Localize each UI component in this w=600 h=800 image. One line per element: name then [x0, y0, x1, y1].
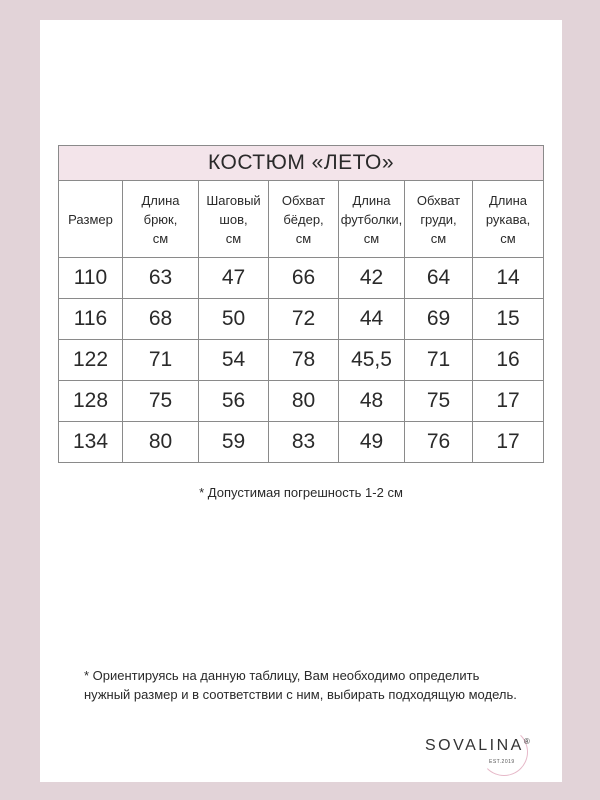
size-cell: 116	[59, 299, 123, 340]
column-header-line: Обхват	[416, 192, 461, 208]
column-header-line: см	[152, 230, 169, 246]
measurement-cell: 83	[269, 422, 339, 463]
measurement-cell: 75	[405, 381, 473, 422]
measurement-cell: 76	[405, 422, 473, 463]
logo-registered-mark: ®	[523, 737, 530, 746]
measurement-cell: 47	[199, 258, 269, 299]
column-header	[405, 181, 473, 258]
measurement-cell: 72	[269, 299, 339, 340]
size-table	[58, 145, 544, 463]
table-row	[59, 340, 544, 381]
column-header-line: шов,	[219, 211, 248, 227]
measurement-cell: 48	[339, 381, 405, 422]
tolerance-note: * Допустимая погрешность 1-2 см	[199, 485, 403, 500]
column-header-line: см	[295, 230, 312, 246]
size-cell: 134	[59, 422, 123, 463]
measurement-cell: 50	[199, 299, 269, 340]
measurement-cell: 68	[123, 299, 199, 340]
header-row	[59, 181, 544, 258]
measurement-cell: 71	[123, 340, 199, 381]
column-header-line: Длина	[488, 192, 528, 208]
column-header	[473, 181, 544, 258]
size-cell: 110	[59, 258, 123, 299]
table-body	[59, 258, 544, 463]
size-cell: 122	[59, 340, 123, 381]
measurement-cell: 64	[405, 258, 473, 299]
measurement-cell: 59	[199, 422, 269, 463]
column-header	[339, 181, 405, 258]
table-row	[59, 258, 544, 299]
column-header-line: Длина	[352, 192, 391, 208]
measurement-cell: 45,5	[339, 340, 405, 381]
measurement-cell: 49	[339, 422, 405, 463]
measurement-cell: 80	[123, 422, 199, 463]
column-header-line: брюк,	[143, 211, 178, 227]
table-row	[59, 422, 544, 463]
measurement-cell: 44	[339, 299, 405, 340]
column-header-line: Шаговый	[206, 192, 261, 208]
column-header	[269, 181, 339, 258]
measurement-cell: 17	[473, 381, 544, 422]
measurement-cell: 15	[473, 299, 544, 340]
measurement-cell: 69	[405, 299, 473, 340]
measurement-cell: 14	[473, 258, 544, 299]
measurement-cell: 80	[269, 381, 339, 422]
column-header-line: см	[500, 230, 516, 246]
measurement-cell: 54	[199, 340, 269, 381]
measurement-cell: 78	[269, 340, 339, 381]
column-header-line: см	[430, 230, 447, 246]
measurement-cell: 17	[473, 422, 544, 463]
size-cell: 128	[59, 381, 123, 422]
table-row	[59, 299, 544, 340]
usage-note: * Ориентируясь на данную таблицу, Вам необходимо определить нужный размер и в соответствии с ним, выбирать подходящую модель.	[84, 668, 517, 702]
column-header-line: Размер	[68, 211, 113, 227]
measurement-cell: 66	[269, 258, 339, 299]
column-header-line: см	[363, 230, 380, 246]
column-header-line: Обхват	[281, 192, 326, 208]
size-chart-card	[40, 20, 562, 782]
measurement-cell: 71	[405, 340, 473, 381]
column-header-line: см	[225, 230, 242, 246]
column-header-line: футболки,	[340, 211, 403, 227]
logo-name: SOVALINA	[425, 737, 524, 754]
measurement-cell: 56	[199, 381, 269, 422]
table-title: КОСТЮМ «ЛЕТО»	[59, 146, 544, 181]
column-header	[123, 181, 199, 258]
column-header-line: Длина	[141, 192, 180, 208]
measurement-cell: 75	[123, 381, 199, 422]
column-header	[59, 181, 123, 258]
column-header-line: рукава,	[485, 211, 531, 227]
table-row	[59, 381, 544, 422]
measurement-cell: 42	[339, 258, 405, 299]
measurement-cell: 16	[473, 340, 544, 381]
column-header-line: груди,	[420, 211, 457, 227]
column-header	[199, 181, 269, 258]
column-header-line: бёдер,	[283, 211, 324, 227]
measurement-cell: 63	[123, 258, 199, 299]
logo-est: EST.2019	[489, 759, 515, 765]
brand-logo	[425, 732, 555, 776]
